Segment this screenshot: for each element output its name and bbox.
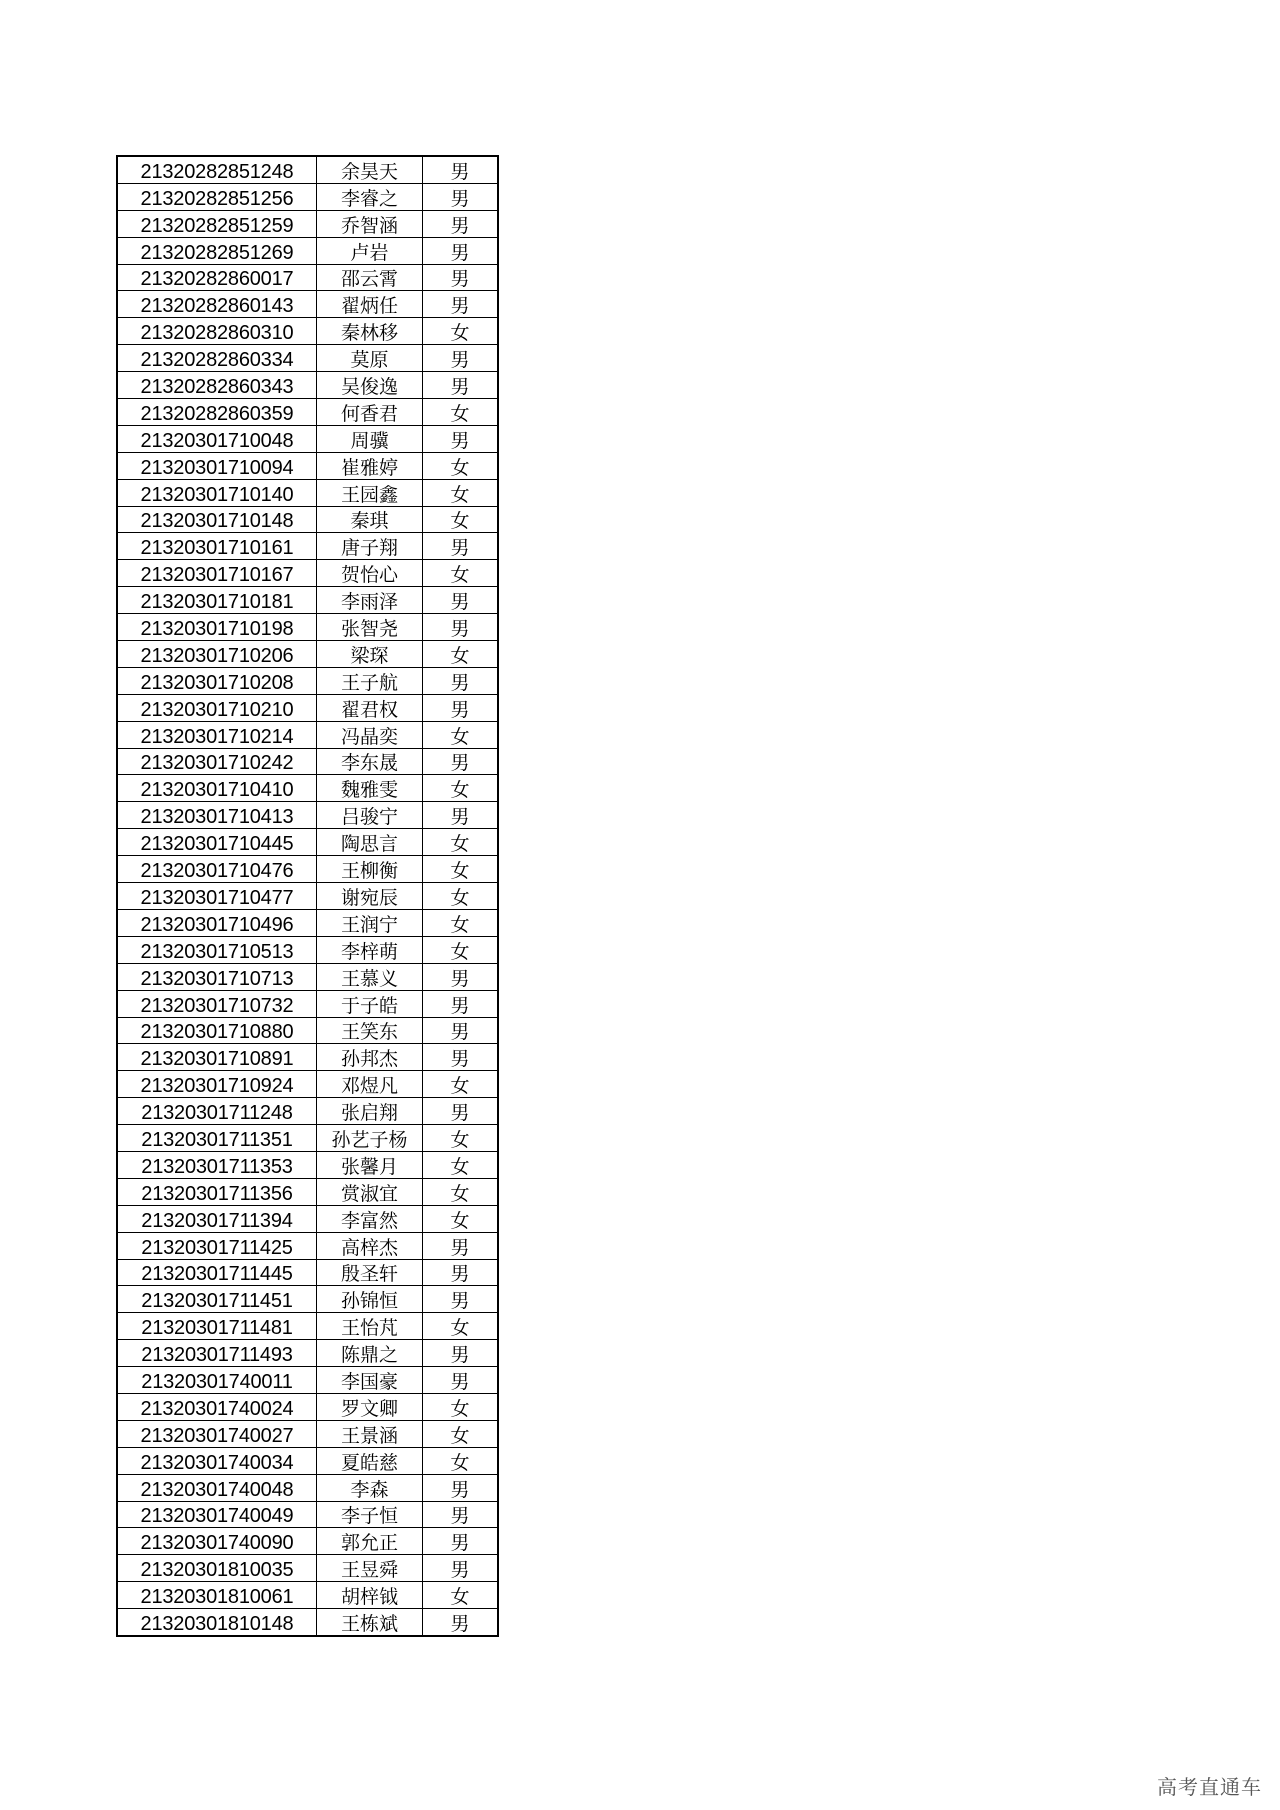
table-row	[117, 721, 498, 748]
student-gender-cell: 女	[423, 1071, 499, 1098]
student-gender-cell: 男	[423, 210, 499, 237]
student-gender-cell: 女	[423, 399, 499, 426]
student-gender-cell: 女	[423, 1582, 499, 1609]
student-id-cell: 21320282860359	[117, 399, 317, 426]
student-gender-cell: 男	[423, 237, 499, 264]
table-row	[117, 1340, 498, 1367]
student-id-cell: 21320301710210	[117, 694, 317, 721]
table-row	[117, 1205, 498, 1232]
student-gender-cell: 男	[423, 156, 499, 183]
student-id-cell: 21320282851256	[117, 183, 317, 210]
student-name-cell: 李梓萌	[317, 936, 423, 963]
table-row	[117, 963, 498, 990]
student-gender-cell: 男	[423, 345, 499, 372]
student-name-cell: 谢宛辰	[317, 883, 423, 910]
table-row	[117, 1125, 498, 1152]
student-gender-cell: 女	[423, 560, 499, 587]
student-gender-cell: 男	[423, 183, 499, 210]
table-row	[117, 479, 498, 506]
student-gender-cell: 女	[423, 721, 499, 748]
student-id-cell: 21320282860017	[117, 264, 317, 291]
student-id-cell: 21320301710161	[117, 533, 317, 560]
student-gender-cell: 男	[423, 694, 499, 721]
student-name-cell: 孙艺子杨	[317, 1125, 423, 1152]
table-row	[117, 560, 498, 587]
student-roster-table	[116, 155, 499, 1637]
student-gender-cell: 男	[423, 264, 499, 291]
student-name-cell: 王景涵	[317, 1420, 423, 1447]
student-name-cell: 王柳衡	[317, 856, 423, 883]
student-gender-cell: 男	[423, 587, 499, 614]
table-row	[117, 156, 498, 183]
student-gender-cell: 女	[423, 1313, 499, 1340]
student-name-cell: 唐子翔	[317, 533, 423, 560]
table-row	[117, 775, 498, 802]
table-row	[117, 883, 498, 910]
student-name-cell: 秦琪	[317, 506, 423, 533]
student-gender-cell: 男	[423, 1259, 499, 1286]
student-id-cell: 21320301740049	[117, 1501, 317, 1528]
student-name-cell: 梁琛	[317, 641, 423, 668]
student-name-cell: 邓煜凡	[317, 1071, 423, 1098]
table-row	[117, 641, 498, 668]
table-row	[117, 1259, 498, 1286]
student-gender-cell: 女	[423, 641, 499, 668]
student-id-cell: 21320282851269	[117, 237, 317, 264]
student-name-cell: 张启翔	[317, 1098, 423, 1125]
student-gender-cell: 男	[423, 1528, 499, 1555]
student-gender-cell: 女	[423, 1151, 499, 1178]
table-row	[117, 1555, 498, 1582]
student-name-cell: 王昱舜	[317, 1555, 423, 1582]
student-id-cell: 21320282860343	[117, 372, 317, 399]
student-id-cell: 21320301711394	[117, 1205, 317, 1232]
student-id-cell: 21320301711425	[117, 1232, 317, 1259]
student-name-cell: 夏皓慈	[317, 1447, 423, 1474]
table-row	[117, 1528, 498, 1555]
student-id-cell: 21320301810035	[117, 1555, 317, 1582]
student-name-cell: 王笑东	[317, 1017, 423, 1044]
student-name-cell: 冯晶奕	[317, 721, 423, 748]
student-id-cell: 21320282860143	[117, 291, 317, 318]
student-gender-cell: 男	[423, 533, 499, 560]
student-id-cell: 21320301740024	[117, 1393, 317, 1420]
table-row	[117, 1044, 498, 1071]
table-row	[117, 587, 498, 614]
student-name-cell: 邵云霄	[317, 264, 423, 291]
student-gender-cell: 女	[423, 1420, 499, 1447]
student-id-cell: 21320301710148	[117, 506, 317, 533]
student-name-cell: 卢岩	[317, 237, 423, 264]
student-id-cell: 21320301710445	[117, 829, 317, 856]
table-row	[117, 1286, 498, 1313]
table-row	[117, 425, 498, 452]
student-name-cell: 李雨泽	[317, 587, 423, 614]
table-row	[117, 1501, 498, 1528]
student-id-cell: 21320301711445	[117, 1259, 317, 1286]
student-name-cell: 何香君	[317, 399, 423, 426]
table-row	[117, 291, 498, 318]
table-row	[117, 318, 498, 345]
student-name-cell: 王园鑫	[317, 479, 423, 506]
student-id-cell: 21320301710513	[117, 936, 317, 963]
table-row	[117, 1151, 498, 1178]
student-name-cell: 秦林移	[317, 318, 423, 345]
student-gender-cell: 男	[423, 748, 499, 775]
student-gender-cell: 女	[423, 1205, 499, 1232]
table-row	[117, 614, 498, 641]
table-row	[117, 1313, 498, 1340]
student-id-cell: 21320301710732	[117, 990, 317, 1017]
table-row	[117, 506, 498, 533]
student-gender-cell: 男	[423, 425, 499, 452]
student-name-cell: 孙邦杰	[317, 1044, 423, 1071]
student-gender-cell: 女	[423, 1393, 499, 1420]
table-row	[117, 1420, 498, 1447]
student-gender-cell: 男	[423, 1286, 499, 1313]
student-name-cell: 李国豪	[317, 1367, 423, 1394]
table-row	[117, 1582, 498, 1609]
student-name-cell: 李睿之	[317, 183, 423, 210]
student-id-cell: 21320301710048	[117, 425, 317, 452]
student-gender-cell: 女	[423, 775, 499, 802]
student-id-cell: 21320301711481	[117, 1313, 317, 1340]
student-id-cell: 21320282851259	[117, 210, 317, 237]
student-gender-cell: 女	[423, 318, 499, 345]
student-gender-cell: 男	[423, 1474, 499, 1501]
student-name-cell: 翟炳任	[317, 291, 423, 318]
student-name-cell: 高梓杰	[317, 1232, 423, 1259]
table-row	[117, 452, 498, 479]
student-name-cell: 李东晟	[317, 748, 423, 775]
student-name-cell: 郭允正	[317, 1528, 423, 1555]
student-id-cell: 21320301710880	[117, 1017, 317, 1044]
student-id-cell: 21320301740034	[117, 1447, 317, 1474]
student-name-cell: 陈鼎之	[317, 1340, 423, 1367]
student-name-cell: 翟君权	[317, 694, 423, 721]
student-id-cell: 21320301710496	[117, 909, 317, 936]
table-row	[117, 1178, 498, 1205]
student-id-cell: 21320301740090	[117, 1528, 317, 1555]
table-row	[117, 372, 498, 399]
student-gender-cell: 男	[423, 1609, 499, 1636]
table-row	[117, 1098, 498, 1125]
student-name-cell: 吕骏宁	[317, 802, 423, 829]
student-name-cell: 胡梓钺	[317, 1582, 423, 1609]
student-gender-cell: 女	[423, 883, 499, 910]
student-gender-cell: 女	[423, 1178, 499, 1205]
student-gender-cell: 女	[423, 856, 499, 883]
student-gender-cell: 女	[423, 479, 499, 506]
table-row	[117, 1393, 498, 1420]
student-id-cell: 21320282851248	[117, 156, 317, 183]
student-gender-cell: 男	[423, 1044, 499, 1071]
student-gender-cell: 男	[423, 1098, 499, 1125]
table-row	[117, 667, 498, 694]
student-gender-cell: 男	[423, 990, 499, 1017]
student-id-cell: 21320282860334	[117, 345, 317, 372]
table-row	[117, 1017, 498, 1044]
student-name-cell: 罗文卿	[317, 1393, 423, 1420]
student-id-cell: 21320301710713	[117, 963, 317, 990]
student-id-cell: 21320282860310	[117, 318, 317, 345]
student-name-cell: 吴俊逸	[317, 372, 423, 399]
table-row	[117, 748, 498, 775]
table-row	[117, 1071, 498, 1098]
student-gender-cell: 女	[423, 1447, 499, 1474]
student-name-cell: 周骥	[317, 425, 423, 452]
table-row	[117, 345, 498, 372]
student-name-cell: 莫原	[317, 345, 423, 372]
table-row	[117, 1609, 498, 1636]
student-name-cell: 魏雅雯	[317, 775, 423, 802]
student-name-cell: 陶思言	[317, 829, 423, 856]
table-row	[117, 183, 498, 210]
student-gender-cell: 男	[423, 802, 499, 829]
student-gender-cell: 男	[423, 1367, 499, 1394]
student-gender-cell: 女	[423, 909, 499, 936]
student-id-cell: 21320301710208	[117, 667, 317, 694]
student-id-cell: 21320301711451	[117, 1286, 317, 1313]
student-name-cell: 乔智涵	[317, 210, 423, 237]
student-id-cell: 21320301710094	[117, 452, 317, 479]
table-row	[117, 1232, 498, 1259]
student-gender-cell: 女	[423, 452, 499, 479]
student-name-cell: 张智尧	[317, 614, 423, 641]
student-name-cell: 李子恒	[317, 1501, 423, 1528]
student-name-cell: 李富然	[317, 1205, 423, 1232]
student-id-cell: 21320301711351	[117, 1125, 317, 1152]
student-gender-cell: 男	[423, 1555, 499, 1582]
student-id-cell: 21320301740048	[117, 1474, 317, 1501]
student-id-cell: 21320301740011	[117, 1367, 317, 1394]
student-gender-cell: 男	[423, 372, 499, 399]
student-name-cell: 王子航	[317, 667, 423, 694]
student-gender-cell: 男	[423, 1232, 499, 1259]
student-id-cell: 21320301711248	[117, 1098, 317, 1125]
student-name-cell: 王润宁	[317, 909, 423, 936]
table-row	[117, 264, 498, 291]
student-id-cell: 21320301810148	[117, 1609, 317, 1636]
student-gender-cell: 男	[423, 1017, 499, 1044]
student-name-cell: 殷圣轩	[317, 1259, 423, 1286]
table-row	[117, 936, 498, 963]
student-gender-cell: 男	[423, 963, 499, 990]
student-id-cell: 21320301710924	[117, 1071, 317, 1098]
table-row	[117, 856, 498, 883]
table-row	[117, 829, 498, 856]
student-name-cell: 王怡芃	[317, 1313, 423, 1340]
student-gender-cell: 女	[423, 1125, 499, 1152]
student-id-cell: 21320301710198	[117, 614, 317, 641]
table-row	[117, 990, 498, 1017]
student-gender-cell: 女	[423, 936, 499, 963]
student-id-cell: 21320301710206	[117, 641, 317, 668]
student-name-cell: 赏淑宜	[317, 1178, 423, 1205]
student-id-cell: 21320301710140	[117, 479, 317, 506]
student-gender-cell: 男	[423, 1340, 499, 1367]
student-id-cell: 21320301711353	[117, 1151, 317, 1178]
student-gender-cell: 男	[423, 291, 499, 318]
table-row	[117, 909, 498, 936]
student-id-cell: 21320301710242	[117, 748, 317, 775]
student-gender-cell: 男	[423, 1501, 499, 1528]
table-row	[117, 399, 498, 426]
table-row	[117, 1447, 498, 1474]
student-id-cell: 21320301740027	[117, 1420, 317, 1447]
student-id-cell: 21320301710476	[117, 856, 317, 883]
student-name-cell: 王栋斌	[317, 1609, 423, 1636]
student-name-cell: 王慕义	[317, 963, 423, 990]
student-id-cell: 21320301711356	[117, 1178, 317, 1205]
student-id-cell: 21320301810061	[117, 1582, 317, 1609]
table-row	[117, 210, 498, 237]
table-row	[117, 802, 498, 829]
student-id-cell: 21320301710214	[117, 721, 317, 748]
watermark: 高考直通车	[1157, 1775, 1262, 1799]
student-name-cell: 李森	[317, 1474, 423, 1501]
student-name-cell: 崔雅婷	[317, 452, 423, 479]
student-gender-cell: 男	[423, 614, 499, 641]
student-name-cell: 贺怡心	[317, 560, 423, 587]
table-row	[117, 1474, 498, 1501]
student-id-cell: 21320301711493	[117, 1340, 317, 1367]
student-id-cell: 21320301710410	[117, 775, 317, 802]
student-name-cell: 张馨月	[317, 1151, 423, 1178]
student-gender-cell: 男	[423, 667, 499, 694]
table-row	[117, 533, 498, 560]
student-name-cell: 于子皓	[317, 990, 423, 1017]
table-row	[117, 237, 498, 264]
roster-body	[117, 156, 498, 1636]
table-row	[117, 694, 498, 721]
student-id-cell: 21320301710413	[117, 802, 317, 829]
student-id-cell: 21320301710477	[117, 883, 317, 910]
table-row	[117, 1367, 498, 1394]
student-id-cell: 21320301710891	[117, 1044, 317, 1071]
student-gender-cell: 女	[423, 506, 499, 533]
student-name-cell: 余昊天	[317, 156, 423, 183]
student-id-cell: 21320301710181	[117, 587, 317, 614]
student-gender-cell: 女	[423, 829, 499, 856]
student-name-cell: 孙锦恒	[317, 1286, 423, 1313]
student-id-cell: 21320301710167	[117, 560, 317, 587]
